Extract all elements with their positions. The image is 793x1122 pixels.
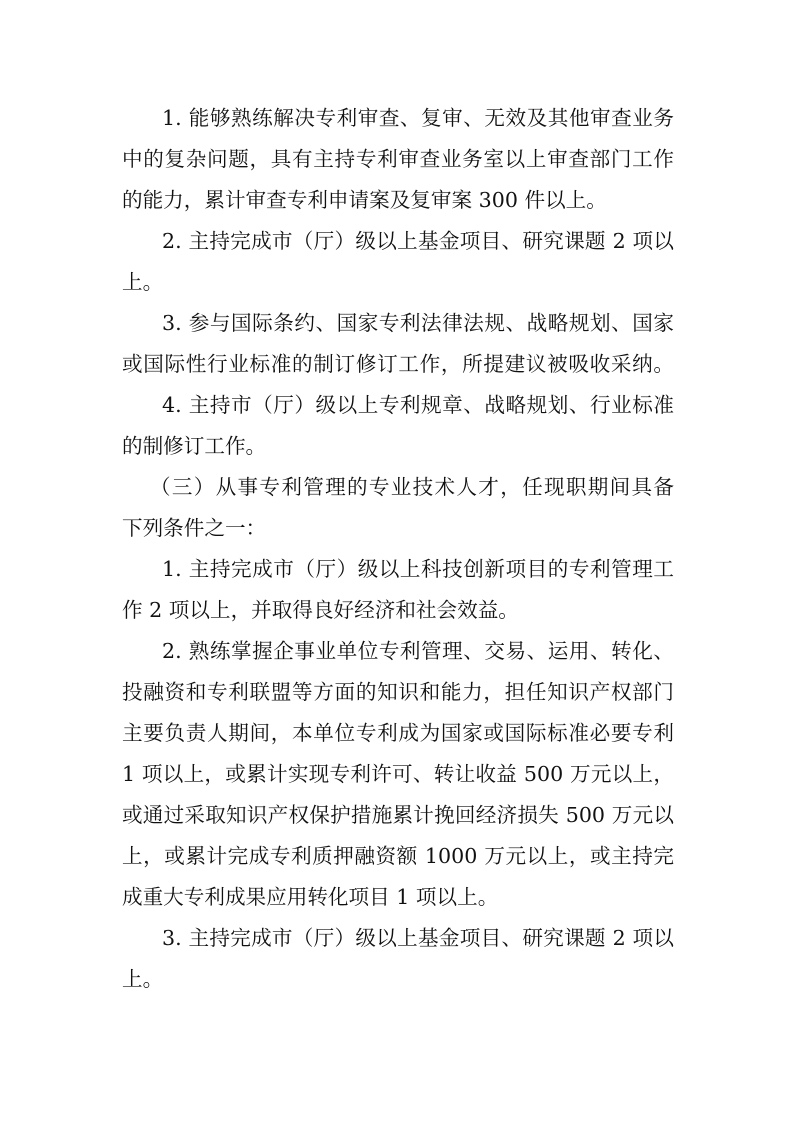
text-line: 3. 主持完成市（厅）级以上基金项目、研究课题 2 项以 (162, 926, 674, 950)
text-line: 4. 主持市（厅）级以上专利规章、战略规划、行业标准 (162, 393, 674, 417)
text-line: 2. 熟练掌握企事业单位专利管理、交易、运用、转化、 (162, 639, 674, 663)
text-line: 或通过采取知识产权保护措施累计挽回经济损失 500 万元以 (122, 803, 674, 827)
section-heading: （三）从事专利管理的专业技术人才，任现职期间具备 (150, 475, 674, 499)
text-line: 投融资和专利联盟等方面的知识和能力，担任知识产权部门 (122, 680, 674, 704)
text-line: 1 项以上，或累计实现专利许可、转让收益 500 万元以上， (122, 762, 674, 786)
text-line: 1. 主持完成市（厅）级以上科技创新项目的专利管理工 (162, 557, 674, 581)
text-line: 主要负责人期间，本单位专利成为国家或国际标准必要专利 (122, 721, 674, 745)
text-line: 成重大专利成果应用转化项目 1 项以上。 (122, 885, 499, 909)
text-line: 下列条件之一： (122, 516, 267, 540)
text-line: 3. 参与国际条约、国家专利法律法规、战略规划、国家 (162, 311, 674, 335)
text-line: 或国际性行业标准的制订修订工作，所提建议被吸收采纳。 (122, 352, 674, 376)
text-line: 2. 主持完成市（厅）级以上基金项目、研究课题 2 项以 (162, 229, 674, 253)
text-line: 上，或累计完成专利质押融资额 1000 万元以上，或主持完 (122, 844, 674, 868)
text-line: 作 2 项以上，并取得良好经济和社会效益。 (122, 598, 519, 622)
text-line: 中的复杂问题，具有主持专利审查业务室以上审查部门工作 (122, 147, 674, 171)
text-line: 的制修订工作。 (122, 434, 267, 458)
text-line: 上。 (122, 270, 164, 294)
text-line: 1. 能够熟练解决专利审查、复审、无效及其他审查业务 (162, 106, 674, 130)
text-line: 的能力，累计审查专利申请案及复审案 300 件以上。 (122, 188, 607, 212)
text-line: 上。 (122, 967, 164, 991)
